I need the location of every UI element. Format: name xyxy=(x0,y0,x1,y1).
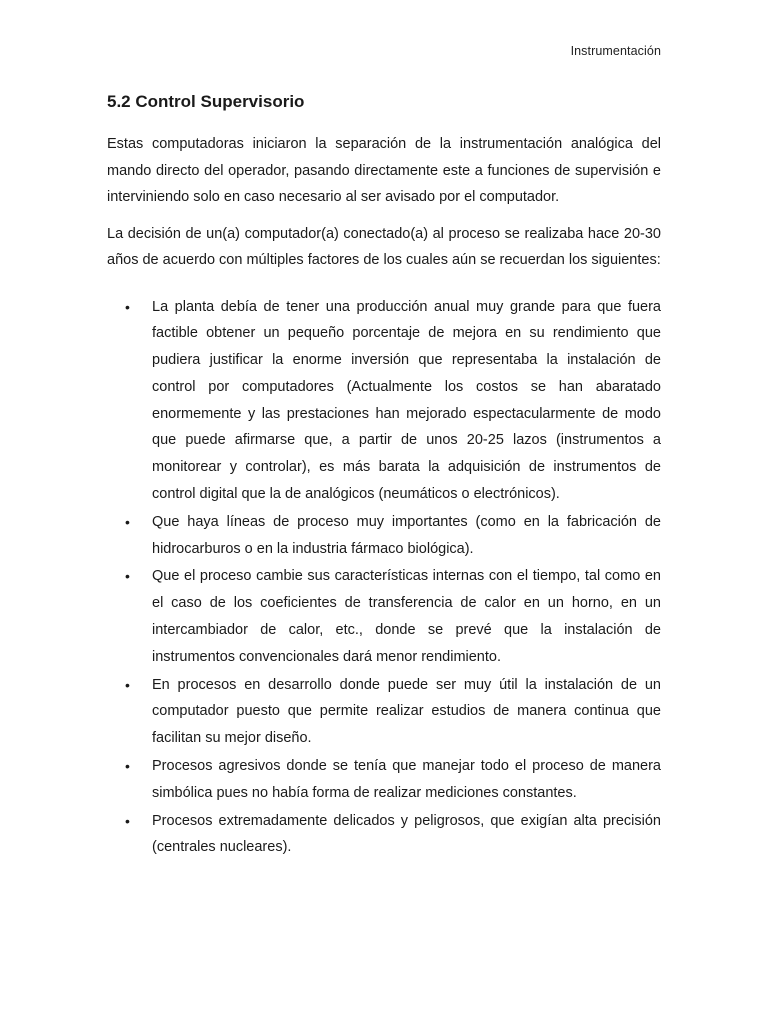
bullet-icon: • xyxy=(125,758,130,775)
list-item-text: Procesos extremadamente delicados y peligrosos, que exigían alta precisión (centrales nucleares). xyxy=(152,812,661,856)
section-title: 5.2 Control Supervisorio xyxy=(107,92,305,111)
bullet-icon: • xyxy=(125,513,130,530)
list-item xyxy=(107,808,661,862)
list-item xyxy=(107,294,661,508)
bullet-icon: • xyxy=(125,298,130,315)
list-item-text: La planta debía de tener una producción anual muy grande para que fuera factible obtener un pequeño porcentaje de mejora en su rendimiento que pudiera justificar la enorme inversión que representaba la instalación de control por computadores (Actualmente los costos se han abaratado enormemente y las prestaciones han mejorado espectacularmente de modo que puede afirmarse que, a partir de unos 20-25 lazos (instrumentos a monitorear y controlar), es más barata la adquisición de instrumentos de control digital que la de analógicos (neumáticos o electrónicos). xyxy=(152,298,661,503)
list-item-text: En procesos en desarrollo donde puede ser muy útil la instalación de un computador puesto que permite realizar estudios de manera continua que facilitan su mejor diseño. xyxy=(152,676,661,747)
running-header: Instrumentación xyxy=(570,44,661,58)
bullet-list xyxy=(107,294,661,862)
body-paragraph: Estas computadoras iniciaron la separación de la instrumentación analógica del mando directo del operador, pasando directamente este a funciones de supervisión e interviniendo solo en caso necesario al ser avisado por el computador. xyxy=(107,136,661,205)
bullet-icon: • xyxy=(125,676,130,693)
list-item-text: Que el proceso cambie sus características internas con el tiempo, tal como en el caso de los coeficientes de transferencia de calor en un horno, en un intercambiador de calor, etc., donde se prevé que la instalación de instrumentos convencionales dará menor rendimiento. xyxy=(152,568,661,665)
page-content xyxy=(107,88,661,862)
list-item xyxy=(107,509,661,563)
list-item xyxy=(107,753,661,807)
list-item-text: Procesos agresivos donde se tenía que manejar todo el proceso de manera simbólica pues no había forma de realizar mediciones constantes. xyxy=(152,758,661,801)
list-item-text: Que haya líneas de proceso muy importantes (como en la fabricación de hidrocarburos o en la industria fármaco biológica). xyxy=(152,513,661,557)
bullet-icon: • xyxy=(125,812,130,829)
body-paragraph: La decisión de un(a) computador(a) conectado(a) al proceso se realizaba hace 20-30 años de acuerdo con múltiples factores de los cuales aún se recuerdan los siguientes: xyxy=(107,225,661,268)
list-item xyxy=(107,672,661,752)
bullet-icon: • xyxy=(125,568,130,585)
list-item xyxy=(107,563,661,670)
